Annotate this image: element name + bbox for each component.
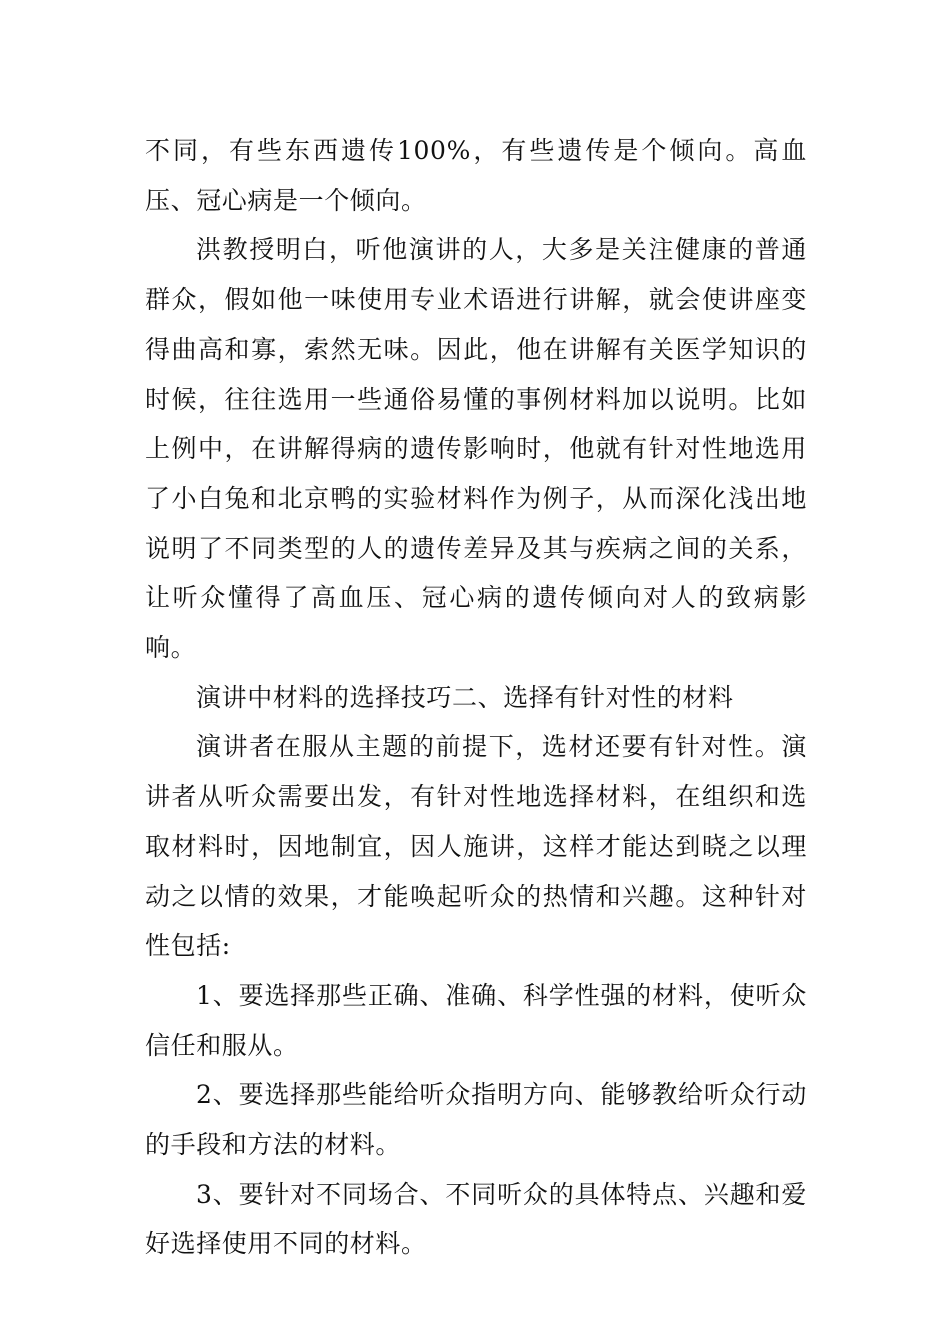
list-item-3: 3、要针对不同场合、不同听众的具体特点、兴趣和爱好选择使用不同的材料。 [145,1179,807,1259]
paragraph-continuation: 不同，有些东西遗传100%，有些遗传是个倾向。高血压、冠心病是一个倾向。 [145,136,807,215]
paragraph-targeted-material: 演讲者在服从主题的前提下，选材还要有针对性。演讲者从听众需要出发，有针对性地选择材料，在组织和选取材料时，因地制宜，因人施讲，这样才能达到晓之以理动之以情的效果，才能唤起听众的热情和兴趣。这种针对性包括: [145,732,807,961]
section-heading: 演讲中材料的选择技巧二、选择有针对性的材料 [196,682,734,712]
document-page [145,126,807,1269]
list-item-1: 1、要选择那些正确、准确、科学性强的材料，使听众信任和服从。 [145,980,807,1060]
list-item-2: 2、要选择那些能给听众指明方向、能够教给听众行动的手段和方法的材料。 [145,1080,807,1160]
paragraph-professor-hong: 洪教授明白，听他演讲的人，大多是关注健康的普通群众，假如他一味使用专业术语进行讲解，就会使讲座变得曲高和寡，索然无味。因此，他在讲解有关医学知识的时候，往往选用一些通俗易懂的事例材料加以说明。比如上例中，在讲解得病的遗传影响时，他就有针对性地选用了小白兔和北京鸭的实验材料作为例子，从而深化浅出地说明了不同类型的人的遗传差异及其与疾病之间的关系，让听众懂得了高血压、冠心病的遗传倾向对人的致病影响。 [145,235,807,663]
